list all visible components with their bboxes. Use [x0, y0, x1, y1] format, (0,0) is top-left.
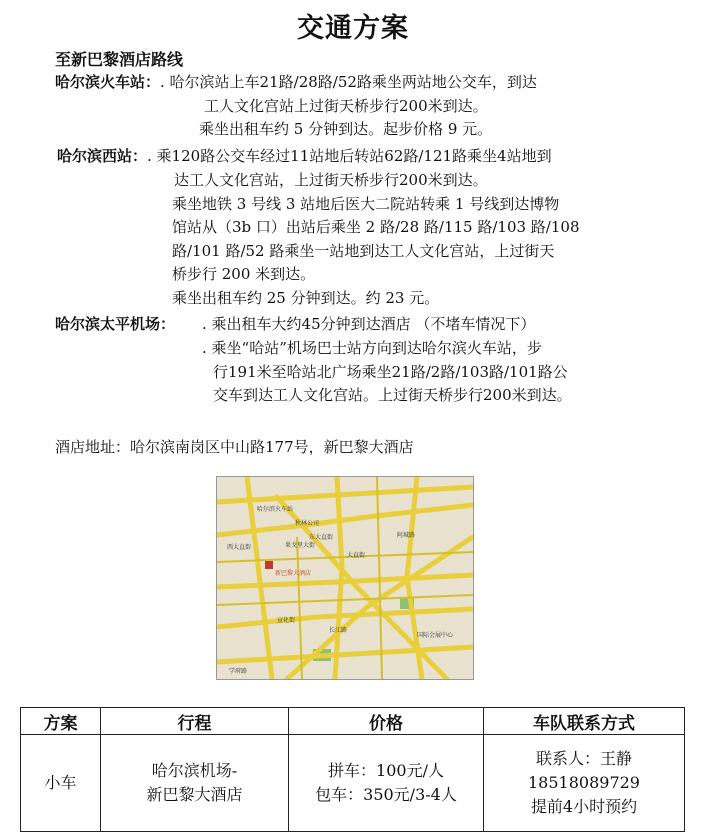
column-header-price: 价格	[289, 708, 484, 735]
route-line: 馆站从（3b 口）出站后乘坐 2 路/28 路/115 路/103 路/108	[172, 218, 580, 236]
map-label: 果戈里大街	[285, 542, 316, 549]
route-label: 哈尔滨火车站：	[55, 73, 161, 91]
route-line: . 乘出租车大约45分钟到达酒店 （不堵车情况下）	[202, 315, 536, 333]
route-airport	[55, 313, 175, 335]
route-line: 乘坐出租车约 25 分钟到达。约 23 元。	[172, 289, 440, 307]
route-line: . 哈尔滨站上车21路/28路/52路乘坐两站地公交车，到达	[160, 73, 537, 91]
location-map	[216, 476, 474, 680]
cell-line: 包车：350元/3-4人	[315, 785, 457, 804]
cell-line: 拼车：100元/人	[328, 761, 444, 780]
route-line: 乘坐地铁 3 号线 3 站地后医大二院站转乘 1 号线到达博物	[172, 195, 560, 213]
hotel-address: 酒店地址：哈尔滨南岗区中山路177号，新巴黎大酒店	[55, 438, 414, 456]
cell-plan: 小车	[21, 735, 101, 832]
cell-line: 联系人：王静	[535, 749, 632, 768]
map-label: 大直街	[347, 552, 366, 559]
route-label: 哈尔滨太平机场：	[55, 315, 176, 333]
column-header-plan: 方案	[21, 708, 101, 735]
map-label: 学府路	[229, 668, 248, 675]
route-line: 路/101 路/52 路乘坐一站地到达工人文化宫站，上过街天	[172, 242, 555, 260]
map-label: 宣化街	[277, 617, 296, 624]
table-header-row	[21, 708, 685, 735]
map-label: 秋林公司	[295, 520, 320, 527]
map-label: 哈尔滨火车站	[257, 506, 294, 513]
route-line: 乘坐出租车约 5 分钟到达。起步价格 9 元。	[199, 120, 493, 138]
section-subtitle: 至新巴黎酒店路线	[55, 50, 184, 69]
map-label: 新巴黎大酒店	[275, 570, 312, 577]
contact-phone: 18518089729	[528, 773, 640, 792]
cell-contact	[484, 735, 685, 832]
column-header-contact: 车队联系方式	[484, 708, 685, 735]
route-west-station	[57, 145, 552, 167]
route-line: . 乘120路公交车经过11站地后转站62路/121路乘坐4站地到	[147, 147, 552, 165]
page-title: 交通方案	[297, 13, 409, 44]
route-railway-station	[55, 71, 537, 93]
route-line: 交车到达工人文化宫站。上过街天桥步行200米到达。	[213, 386, 572, 404]
map-label: 东大直街	[309, 534, 334, 541]
map-label: 国际会展中心	[417, 632, 454, 639]
route-line: 达工人文化宫站，上过街天桥步行200米到达。	[174, 171, 488, 189]
cell-line: 提前4小时预约	[530, 797, 638, 816]
route-line: 行191米至哈站北广场乘坐21路/2路/103路/101路公	[213, 363, 568, 381]
route-line: . 乘坐“哈站”机场巴士站方向到达哈尔滨火车站，步	[202, 339, 542, 357]
cell-line: 新巴黎大酒店	[146, 785, 243, 804]
route-line: 工人文化宫站上过街天桥步行200米到达。	[204, 97, 488, 115]
map-label: 西大直街	[227, 544, 252, 551]
column-header-route: 行程	[101, 708, 289, 735]
map-label: 阿城路	[397, 532, 416, 539]
route-line: 桥步行 200 米到达。	[172, 265, 316, 283]
map-graphic	[217, 477, 473, 679]
table-row	[21, 735, 685, 832]
cell-price	[289, 735, 484, 832]
route-label: 哈尔滨西站：	[57, 147, 148, 165]
map-label: 长江路	[329, 627, 348, 634]
cell-line: 哈尔滨机场-	[151, 761, 238, 780]
cell-route	[101, 735, 289, 832]
fleet-table	[20, 707, 685, 832]
